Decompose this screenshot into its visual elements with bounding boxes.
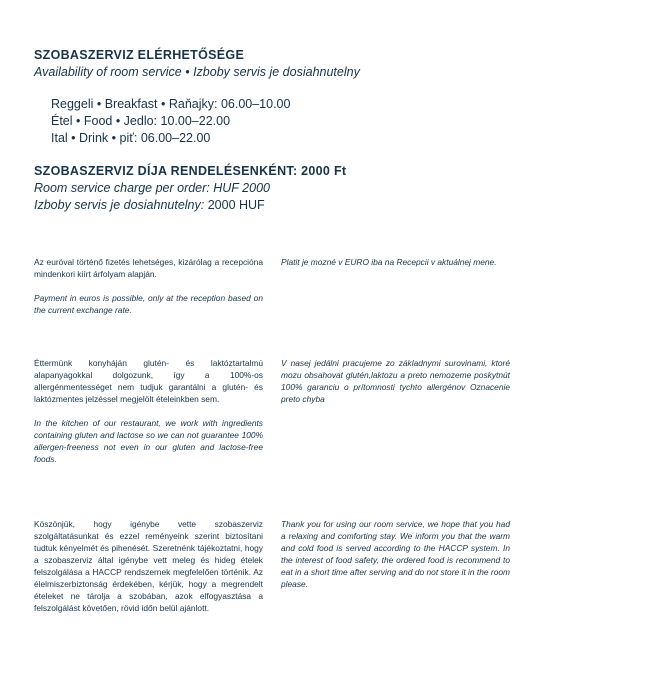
charge-sk-label: Izboby servis je dosiahnutelny: [34,198,208,212]
charge-sk-value: 2000 HUF [207,198,265,212]
availability-title: SZOBASZERVIZ ELÉRHETŐSÉGE [34,48,245,62]
charge-sk [34,198,265,212]
payment-en: Payment in euros is possible, only at the reception based on the current exchange rate. [34,293,263,315]
payment-sk: Platit je mozné v EURO iba na Recepcii v aktuálnej mene. [281,257,497,267]
allergen-en: In the kitchen of our restaurant, we work with ingredients containing gluten and lactose so we can not guarantee 100% allergen-freeness not even in our gluten and lactose-free foods. [34,418,263,464]
availability-subtitle: Availability of room service • Izboby servis je dosiahnutelny [34,65,360,79]
hours-food: Étel • Food • Jedlo: 10.00–22.00 [51,114,231,128]
payment-hu: Az euróval történő fizetés lehetséges, kizárólag a recepcióna mindenkori kiírt árfolyam alapján. [34,257,263,279]
thanks-right [281,518,510,590]
thanks-en: Thank you for using our room service, we hope that you had a relaxing and comforting stay. We inform you that the warm and cold food is served according to the HACCP system. In the interest of food safety, the ordered food is recommend to eat in a short time after serving and do not store it in the room please. [281,519,510,589]
charge-en-value: HUF 2000 [213,181,270,195]
allergen-sk: V nasej jedálni pracujeme zo základnymi surovinami, ktoré mozu obsahovat glutén,laktozu a preto nemozeme poskytnút 100% garanciu o prítomnosti tychto allergénov Oznacenie preto chyba [281,358,510,404]
allergen-hu: Éttermünk konyháján glutén- és laktóztartalmú alapanyagokkal dolgozunk, így a 100%-os allergénmentességet nem tudjuk garantálni a glutén- és laktózmentes jelzéssel megjelölt ételeinkben sem. [34,358,263,404]
hours-drink: Ital • Drink • piť: 06.00–22.00 [51,131,211,145]
payment-left [34,256,263,316]
allergen-left [34,357,263,465]
allergen-right [281,357,510,405]
thanks-left [34,518,263,614]
charge-title: SZOBASZERVIZ DÍJA RENDELÉSENKÉNT: 2000 Ft [34,164,347,178]
hours-breakfast: Reggeli • Breakfast • Raňajky: 06.00–10.00 [51,97,291,111]
charge-en [34,181,270,195]
charge-en-label: Room service charge per order: [34,181,214,195]
thanks-hu: Köszönjük, hogy igénybe vette szobaszerviz szolgáltatásunkat és ezzel reményeink szerint biztosítani tudtuk kényelmét és pihenését. Szeretnénk tájékoztatni, hogy a szobaszerviz által igénybe vett meleg és hideg ételek felszolgálása a HACCP rendszernek megfelelően történik. Az élelmiszerbiztonság érdekében, kérjük, hogy a megrendelt ételeket ne tárolja a szobában, azok elfogyasztása a felszolgálást követően, rövid időn belül ajánlott. [34,519,263,613]
payment-right [281,256,510,268]
